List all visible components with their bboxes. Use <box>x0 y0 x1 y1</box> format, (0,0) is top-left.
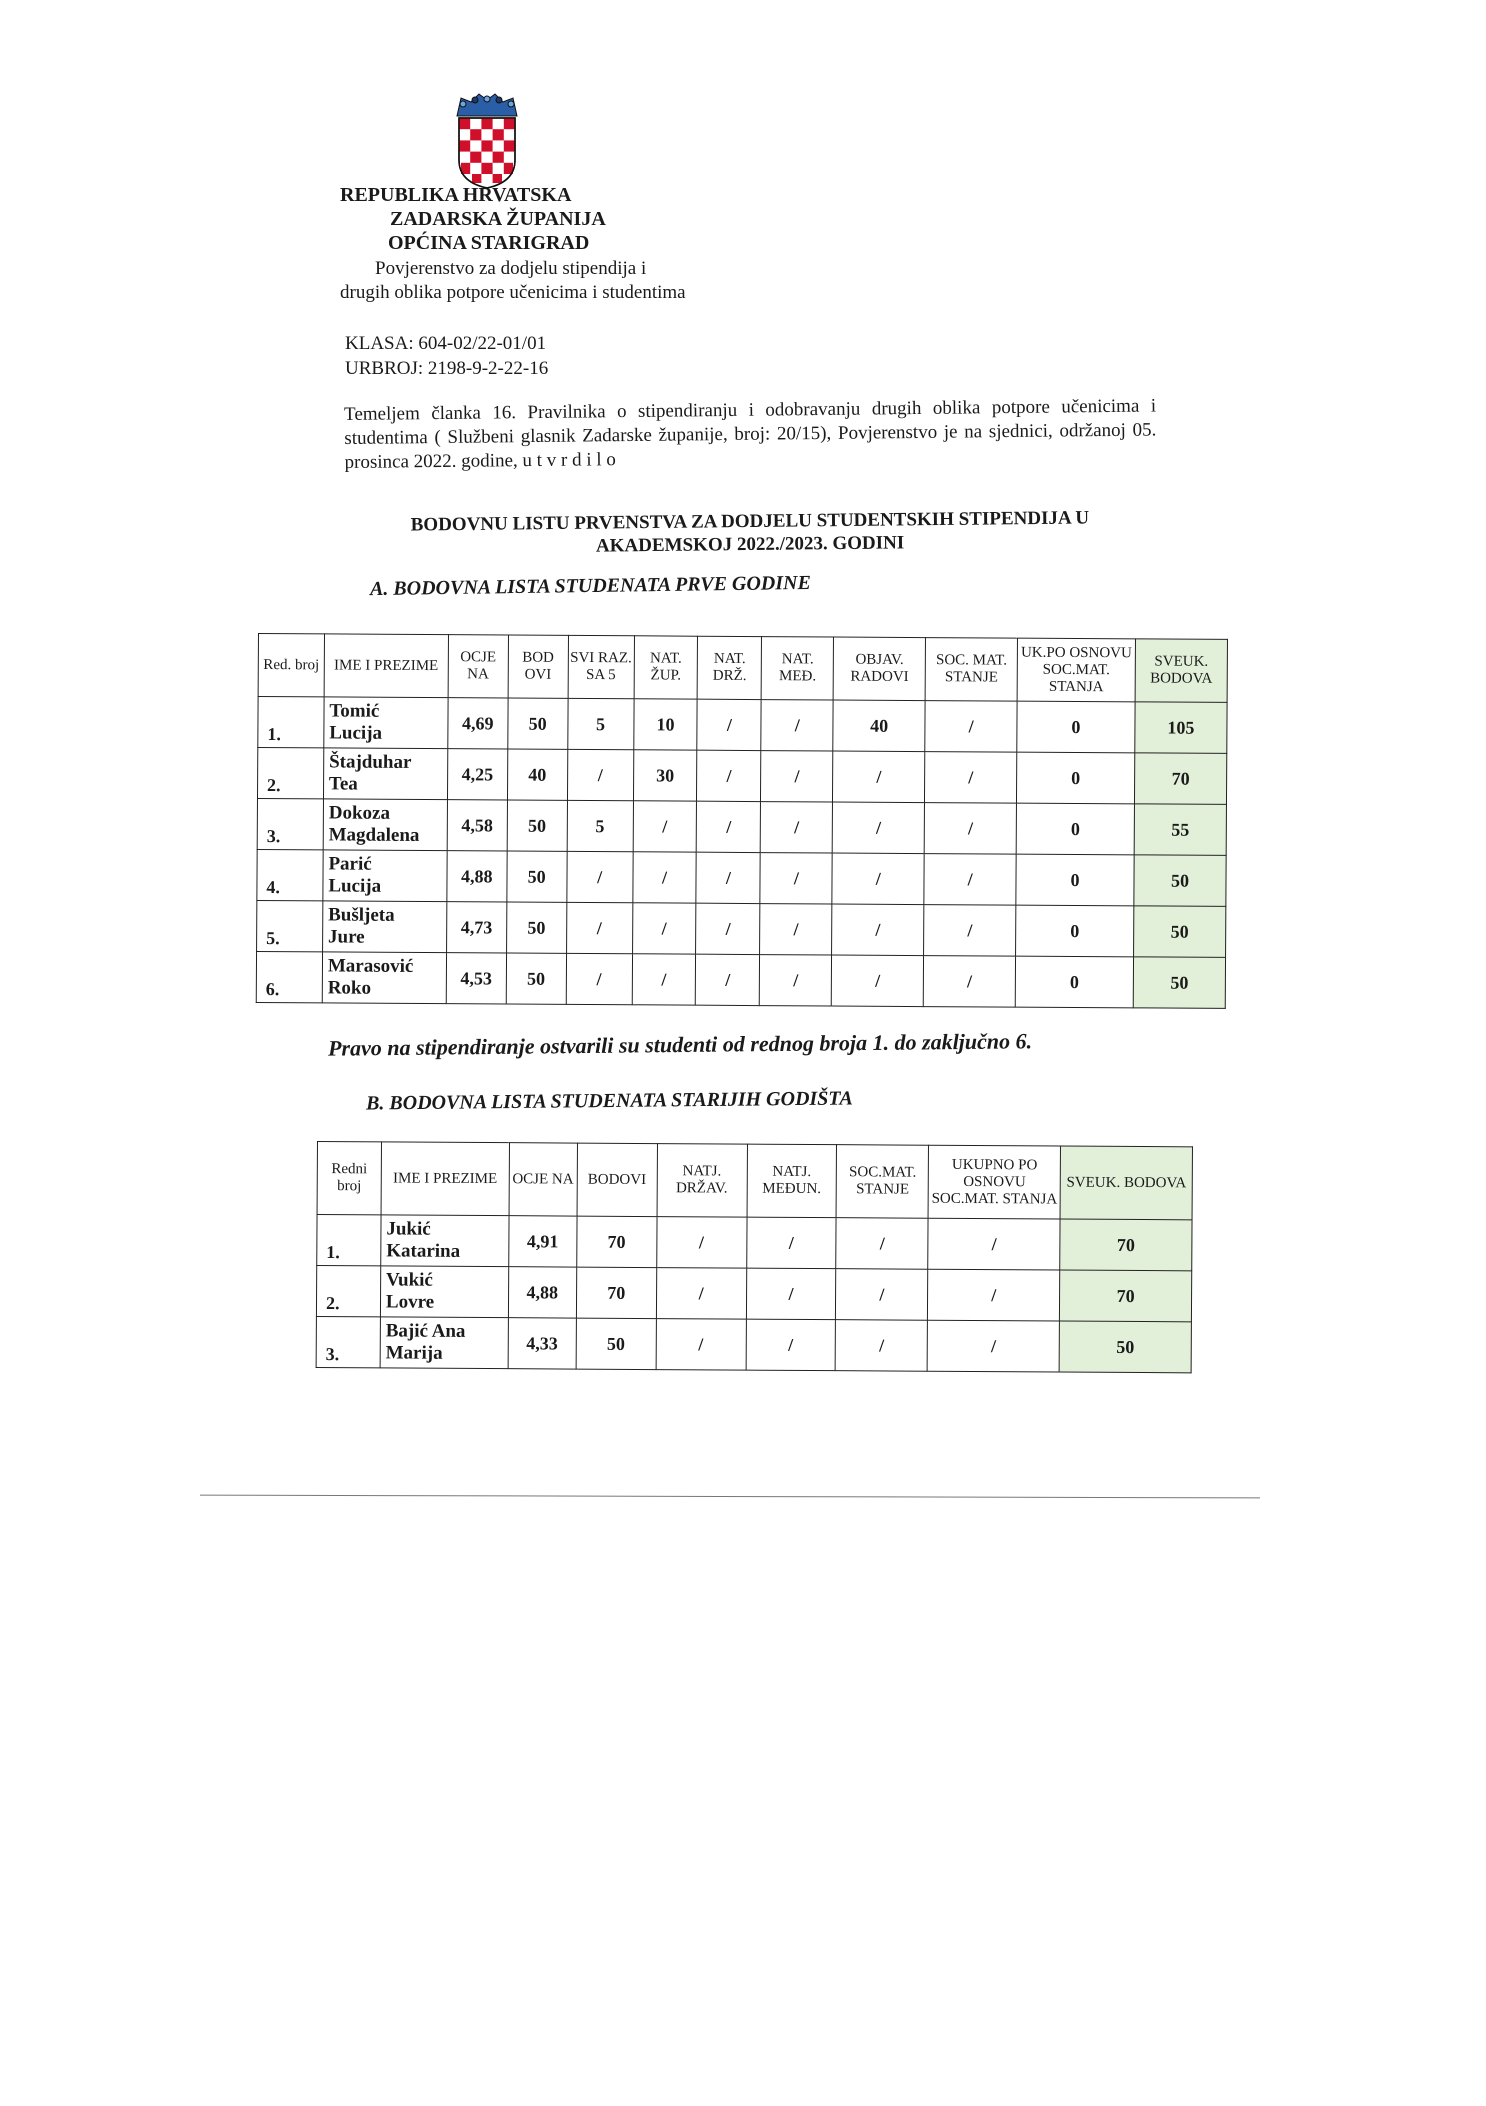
student-first-name: Roko <box>327 977 372 999</box>
social-status-cell: / <box>924 854 1016 906</box>
social-status-total-cell: 0 <box>1015 956 1133 1008</box>
social-status-total-cell: 0 <box>1016 803 1134 855</box>
published-works-cell: / <box>832 904 924 956</box>
all-grades-5-cell: / <box>567 749 633 800</box>
total-points-cell: 50 <box>1134 855 1226 907</box>
grade-cell: 4,73 <box>446 902 506 953</box>
coat-of-arms-icon <box>453 90 521 190</box>
student-first-name: Marija <box>385 1342 443 1364</box>
international-competition-cell: / <box>761 751 833 802</box>
state-competition-cell: / <box>697 750 761 801</box>
column-header: NAT. MEĐ. <box>762 637 834 700</box>
points-cell: 50 <box>576 1318 656 1369</box>
county-competition-cell: 30 <box>633 750 697 801</box>
points-cell: 50 <box>508 698 568 749</box>
row-number: 2. <box>257 748 323 799</box>
grade-cell: 4,53 <box>446 953 506 1004</box>
committee-name <box>340 257 780 305</box>
state-competition-cell: / <box>697 801 761 852</box>
points-cell: 40 <box>507 749 567 800</box>
social-status-cell: / <box>836 1320 928 1372</box>
document-title-line-1: BODOVNU LISTU PRVENSTVA ZA DODJELU STUDENTSKIH STIPENDIJA U <box>410 507 1090 536</box>
social-status-cell: / <box>836 1218 928 1270</box>
points-cell: 70 <box>576 1216 656 1267</box>
published-works-cell: / <box>832 853 924 905</box>
eligibility-note: Pravo na stipendiranje ostvarili su studenti od rednog broja 1. do zaključno 6. <box>327 1028 1033 1061</box>
social-status-total-cell: 0 <box>1017 701 1135 753</box>
student-name <box>380 1317 508 1369</box>
social-status-cell: / <box>836 1269 928 1321</box>
table-row <box>257 798 1226 855</box>
published-works-cell: 40 <box>833 700 925 752</box>
total-points-cell: 70 <box>1060 1219 1192 1271</box>
row-number: 1. <box>258 697 324 748</box>
table-header-row <box>258 634 1227 703</box>
urbroj-line: URBROJ: 2198-9-2-22-16 <box>345 358 549 379</box>
column-header: NATJ. DRŽAV. <box>657 1144 747 1218</box>
published-works-cell: / <box>832 802 924 854</box>
student-surname: Bušljeta <box>328 904 395 926</box>
student-surname: Bajić Ana <box>385 1320 466 1342</box>
grade-cell: 4,58 <box>447 800 507 851</box>
column-header: SOC.MAT. STANJE <box>836 1145 928 1219</box>
published-works-cell: / <box>832 955 924 1007</box>
column-header: OCJE NA <box>509 1143 577 1216</box>
row-number: 3. <box>257 798 323 849</box>
student-name <box>380 1266 508 1318</box>
committee-line-2: drugih oblika potpore učenicima i studentima <box>340 282 686 303</box>
international-competition-cell: / <box>761 802 833 853</box>
international-competition-cell: / <box>760 955 832 1006</box>
column-header: OCJE NA <box>448 635 508 698</box>
international-competition-cell: / <box>760 904 832 955</box>
row-number: 3. <box>316 1316 380 1367</box>
total-points-cell: 55 <box>1134 804 1226 856</box>
social-status-cell: / <box>924 905 1016 957</box>
state-competition-cell: / <box>656 1319 746 1371</box>
points-cell: 50 <box>506 902 566 953</box>
all-grades-5-cell: 5 <box>567 800 633 851</box>
international-competition-cell: / <box>760 853 832 904</box>
column-header: IME I PREZIME <box>381 1142 509 1216</box>
student-surname: Dokoza <box>328 802 391 824</box>
document-header <box>340 183 780 305</box>
county-competition-cell: / <box>632 852 696 903</box>
row-number: 5. <box>257 900 323 951</box>
social-status-total-cell: 0 <box>1016 854 1134 906</box>
table-row <box>257 748 1226 805</box>
points-cell: 50 <box>507 800 567 851</box>
state-competition-cell: / <box>656 1217 746 1269</box>
committee-line-1: Povjerenstvo za dodjelu stipendija i <box>375 258 647 279</box>
international-competition-cell: / <box>761 700 833 751</box>
student-first-name: Lucija <box>329 722 383 744</box>
student-name <box>323 850 447 902</box>
student-first-name: Tea <box>328 773 358 795</box>
column-header-total: SVEUK. BODOVA <box>1135 639 1227 703</box>
municipality-name: OPĆINA STARIGRAD <box>388 232 590 254</box>
grade-cell: 4,88 <box>508 1267 576 1318</box>
published-works-cell: / <box>833 751 925 803</box>
column-header: Red. broj <box>258 634 324 697</box>
total-points-cell: 50 <box>1133 957 1225 1009</box>
social-status-total-cell: / <box>928 1218 1060 1270</box>
table-row <box>316 1266 1191 1322</box>
column-header: NAT. ŽUP. <box>634 636 698 699</box>
student-first-name: Lucija <box>328 875 382 897</box>
grade-cell: 4,91 <box>509 1216 577 1267</box>
county-competition-cell: 10 <box>633 699 697 750</box>
klasa-line: KLASA: 604-02/22-01/01 <box>345 333 547 354</box>
grade-cell: 4,25 <box>447 749 507 800</box>
column-header: BODOVI <box>577 1143 657 1216</box>
student-surname: Vukić <box>386 1269 433 1291</box>
section-b-title: B. BODOVNA LISTA STUDENATA STARIJIH GODIŠTA <box>365 1087 853 1115</box>
column-header: OBJAV. RADOVI <box>833 637 925 701</box>
social-status-total-cell: / <box>927 1320 1059 1372</box>
all-grades-5-cell: / <box>567 851 633 902</box>
social-status-total-cell: / <box>928 1269 1060 1321</box>
points-cell: 50 <box>506 953 566 1004</box>
total-points-cell: 50 <box>1134 906 1226 958</box>
social-status-total-cell: 0 <box>1017 752 1135 804</box>
all-grades-5-cell: 5 <box>567 698 633 749</box>
international-competition-cell: / <box>746 1217 836 1269</box>
student-surname: Tomić <box>329 700 380 722</box>
row-number: 1. <box>317 1215 381 1266</box>
table-header-row <box>317 1142 1192 1220</box>
row-number: 2. <box>316 1266 380 1317</box>
social-status-cell: / <box>924 803 1016 855</box>
international-competition-cell: / <box>746 1319 836 1371</box>
grade-cell: 4,88 <box>447 851 507 902</box>
student-name <box>323 799 447 851</box>
student-name <box>323 748 447 800</box>
table-row <box>316 1316 1191 1372</box>
country-name: REPUBLIKA HRVATSKA <box>340 184 572 206</box>
student-surname: Jukić <box>386 1218 431 1240</box>
state-competition-cell: / <box>696 903 760 954</box>
student-name <box>324 697 448 749</box>
column-header: IME I PREZIME <box>324 634 448 698</box>
student-name <box>322 952 446 1004</box>
student-first-name: Jure <box>327 926 365 948</box>
column-header-total: SVEUK. BODOVA <box>1060 1146 1192 1220</box>
all-grades-5-cell: / <box>566 953 632 1004</box>
social-status-total-cell: 0 <box>1016 905 1134 957</box>
grade-cell: 4,69 <box>448 698 508 749</box>
total-points-cell: 105 <box>1135 702 1227 754</box>
row-number: 6. <box>256 951 322 1002</box>
all-grades-5-cell: / <box>566 902 632 953</box>
grade-cell: 4,33 <box>508 1318 576 1369</box>
social-status-cell: / <box>925 701 1017 753</box>
table-row <box>257 849 1226 906</box>
total-points-cell: 50 <box>1059 1321 1191 1373</box>
state-competition-cell: / <box>696 852 760 903</box>
reference-block <box>345 331 548 381</box>
row-number: 4. <box>257 849 323 900</box>
section-a-title: A. BODOVNA LISTA STUDENATA PRVE GODINE <box>369 571 812 601</box>
column-header: SVI RAZ. SA 5 <box>568 635 634 698</box>
senior-years-table <box>316 1141 1193 1373</box>
table-row <box>317 1215 1192 1271</box>
state-competition-cell: / <box>697 699 761 750</box>
total-points-cell: 70 <box>1060 1270 1192 1322</box>
student-name <box>381 1215 509 1267</box>
social-status-cell: / <box>923 956 1015 1008</box>
student-first-name: Lovre <box>385 1291 435 1313</box>
column-header: UK.PO OSNOVU SOC.MAT. STANJA <box>1017 638 1135 702</box>
student-surname: Štajduhar <box>329 751 412 773</box>
social-status-cell: / <box>925 752 1017 804</box>
county-name: ZADARSKA ŽUPANIJA <box>390 208 606 230</box>
first-year-table <box>256 633 1228 1009</box>
points-cell: 70 <box>576 1267 656 1318</box>
total-points-cell: 70 <box>1134 753 1226 805</box>
state-competition-cell: / <box>656 1268 746 1320</box>
student-name <box>322 901 446 953</box>
student-surname: Marasović <box>327 955 414 977</box>
column-header: NATJ. MEĐUN. <box>747 1144 837 1218</box>
horizontal-rule <box>200 1495 1260 1499</box>
student-first-name: Magdalena <box>328 824 420 846</box>
state-competition-cell: / <box>696 954 760 1005</box>
column-header: NAT. DRŽ. <box>698 636 762 699</box>
county-competition-cell: / <box>632 954 696 1005</box>
document-title-line-2: AKADEMSKOJ 2022./2023. GODINI <box>595 532 905 557</box>
table-row <box>257 900 1226 957</box>
column-header: UKUPNO PO OSNOVU SOC.MAT. STANJA <box>928 1145 1060 1219</box>
table-row <box>258 697 1227 754</box>
county-competition-cell: / <box>632 903 696 954</box>
column-header: BOD OVI <box>508 635 568 698</box>
student-surname: Parić <box>328 853 372 875</box>
points-cell: 50 <box>507 851 567 902</box>
intro-paragraph: Temeljem članka 16. Pravilnika o stipendiranju i odobravanju drugih oblika potpore učenicima i studentima ( Službeni glasnik Zadarske županije, broj: 20/15), Povjerenstvo je na sjednici, održanoj 05. prosinca 2022. godine, u t v r d i l o <box>344 395 1157 473</box>
county-competition-cell: / <box>633 801 697 852</box>
international-competition-cell: / <box>746 1268 836 1320</box>
column-header: SOC. MAT. STANJE <box>925 638 1017 702</box>
column-header: Redni broj <box>317 1142 381 1215</box>
student-first-name: Katarina <box>386 1240 461 1262</box>
document-title <box>340 506 1160 561</box>
table-row <box>256 951 1225 1008</box>
